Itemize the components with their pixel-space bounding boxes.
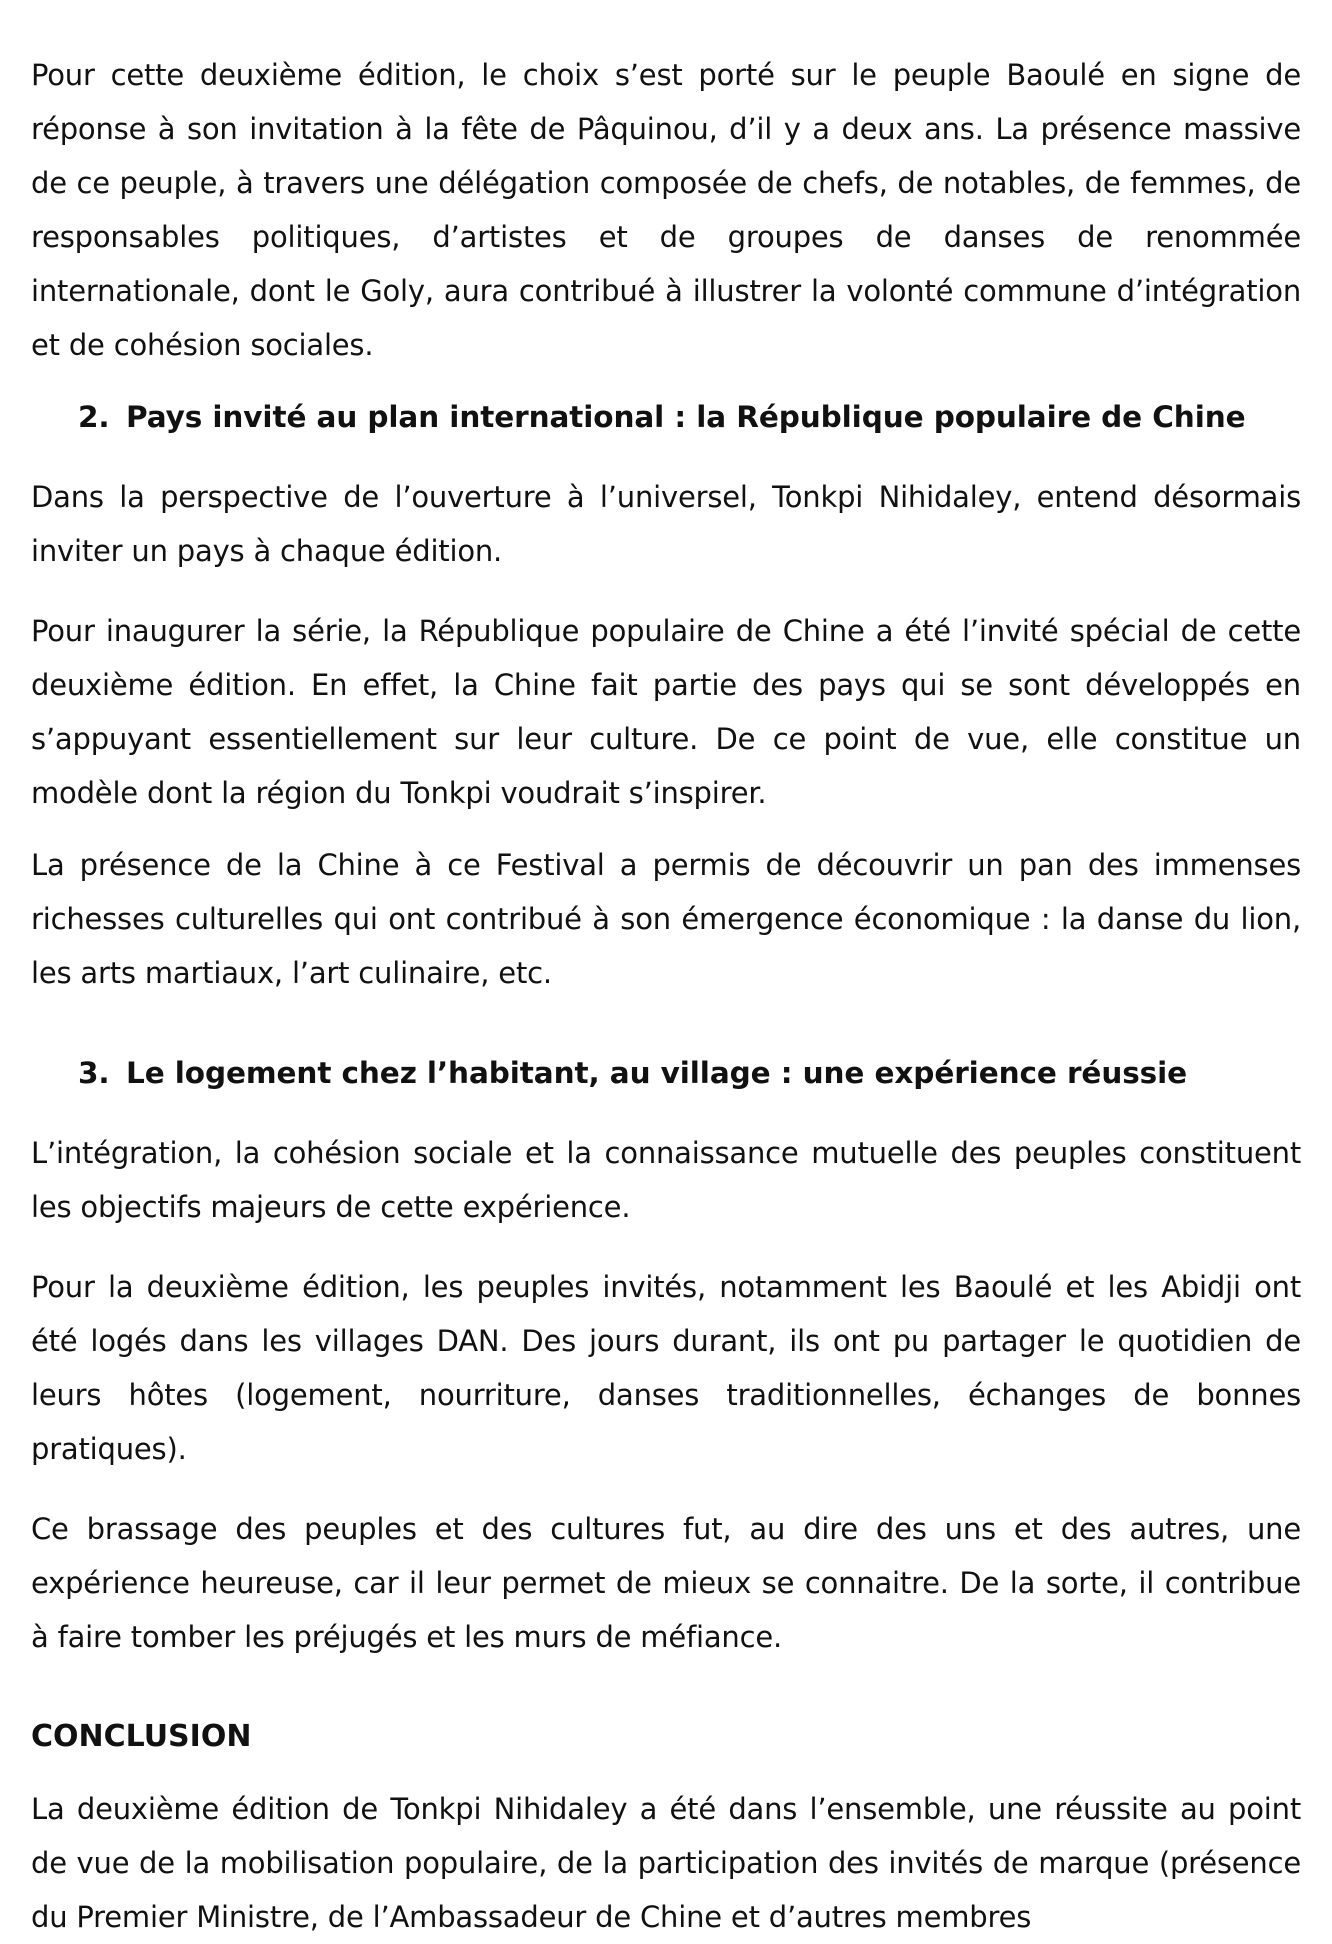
paragraph-universal-opening: Dans la perspective de l’ouverture à l’universel, Tonkpi Nihidaley, entend désormais inviter un pays à chaque édition.: [31, 480, 1301, 568]
paragraph-china-culture: La présence de la Chine à ce Festival a permis de découvrir un pan des immenses richesses culturelles qui ont contribué à son émergence économique : la danse du lion, les arts martiaux, l’art culinaire, etc.: [31, 848, 1301, 990]
paragraph-china-special-guest: Pour inaugurer la série, la République populaire de Chine a été l’invité spécial de cette deuxième édition. En effet, la Chine fait partie des pays qui se sont développés en s’appuyant essentiellement sur leur culture. De ce point de vue, elle constitue un modèle dont la région du Tonkpi voudrait s’inspirer.: [31, 614, 1301, 810]
paragraph-conclusion: La deuxième édition de Tonkpi Nihidaley a été dans l’ensemble, une réussite au point de vue de la mobilisation populaire, de la participation des invités de marque (présence du Premier Ministre, de l’Ambassadeur de Chine et d’autres membres: [31, 1792, 1301, 1934]
section-number: 2.: [78, 400, 110, 434]
document-page: [31, 48, 1301, 1944]
section-title: Le logement chez l’habitant, au village : une expérience réussie: [126, 1056, 1188, 1090]
paragraph-cultural-mixing: Ce brassage des peuples et des cultures fut, au dire des uns et des autres, une expérience heureuse, car il leur permet de mieux se connaitre. De la sorte, il contribue à faire tomber les préjugés et les murs de méfiance.: [31, 1512, 1301, 1654]
section-heading-3: [31, 1046, 1301, 1100]
section-heading-2: [31, 390, 1301, 444]
paragraph-baoule-invitation: Pour cette deuxième édition, le choix s’est porté sur le peuple Baoulé en signe de réponse à son invitation à la fête de Pâquinou, d’il y a deux ans. La présence massive de ce peuple, à travers une délégation composée de chefs, de notables, de femmes, de responsables politiques, d’artistes et de groupes de danses de renommée internationale, dont le Goly, aura contribué à illustrer la volonté commune d’intégration et de cohésion sociales.: [31, 58, 1301, 362]
paragraph-guest-lodging: Pour la deuxième édition, les peuples invités, notamment les Baoulé et les Abidji ont été logés dans les villages DAN. Des jours durant, ils ont pu partager le quotidien de leurs hôtes (logement, nourriture, danses traditionnelles, échanges de bonnes pratiques).: [31, 1270, 1301, 1466]
paragraph-integration-objectives: L’intégration, la cohésion sociale et la connaissance mutuelle des peuples constituent les objectifs majeurs de cette expérience.: [31, 1136, 1301, 1224]
section-title: Pays invité au plan international : la République populaire de Chine: [126, 400, 1246, 434]
section-number: 3.: [78, 1056, 110, 1090]
conclusion-heading: CONCLUSION: [31, 1719, 252, 1754]
